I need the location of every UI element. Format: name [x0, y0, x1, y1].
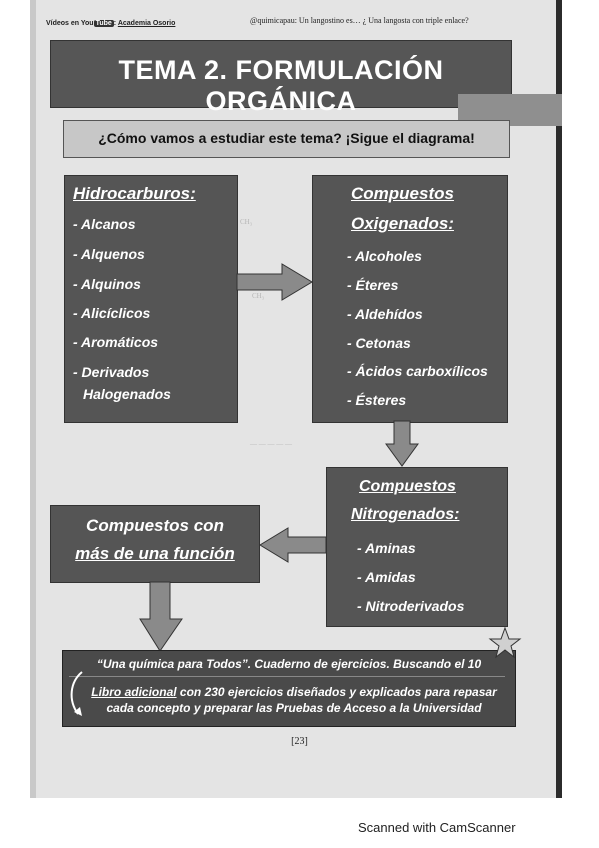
list-item: - Amidas — [357, 569, 416, 585]
scanner-watermark: Scanned with CamScanner — [358, 820, 516, 835]
header-prefix: Vídeos en You — [46, 20, 94, 27]
curved-arrow-icon — [66, 670, 86, 718]
nitrogenados-box — [326, 467, 508, 627]
title-banner — [50, 40, 512, 116]
page-number: [23] — [291, 736, 308, 747]
list-item: - Cetonas — [347, 335, 411, 351]
promo-text: cada concepto y preparar las Pruebas de Acceso a la Universidad — [106, 701, 482, 715]
header-separator: : — [113, 20, 117, 27]
book-promo-banner — [62, 650, 516, 727]
list-item: - Ácidos carboxílicos — [347, 363, 488, 379]
divider — [69, 676, 505, 677]
multifuncion-line-2: más de una función — [75, 544, 235, 563]
list-item: - Éteres — [347, 277, 399, 293]
hidrocarburos-heading: Hidrocarburos: — [73, 184, 196, 203]
list-item: Halogenados — [83, 386, 171, 402]
list-item: - Aromáticos — [73, 334, 159, 350]
subtitle: ¿Cómo vamos a estudiar este tema? ¡Sigue el diagrama! — [98, 130, 475, 146]
arrow-down-icon — [138, 581, 184, 653]
nitrogenados-heading-1: Compuestos — [359, 478, 456, 495]
arrow-down-icon — [384, 420, 420, 468]
list-item: - Ésteres — [347, 392, 407, 408]
list-item: - Nitroderivados — [357, 598, 465, 614]
arrow-left-icon — [258, 526, 328, 564]
bleed-through-text: CH₃ — [252, 292, 265, 300]
subtitle-box — [63, 120, 510, 158]
list-item: - Aldehídos — [347, 306, 423, 322]
oxigenados-heading-2: Oxigenados: — [351, 214, 454, 233]
header-left — [46, 20, 175, 27]
academia-link[interactable]: Academia Osorio — [117, 20, 176, 27]
oxigenados-box — [312, 175, 508, 423]
list-item: - Aminas — [357, 540, 416, 556]
list-item: - Alquinos — [73, 276, 141, 292]
header-right: @quimicapau: Un langostino es… ¿ Una langosta con triple enlace? — [250, 16, 469, 25]
multifuncion-line-1: Compuestos con — [86, 516, 224, 535]
multifuncion-box — [50, 505, 260, 583]
youtube-logo: Tube — [95, 20, 112, 27]
nitrogenados-heading-2: Nitrogenados: — [351, 506, 460, 523]
list-item: - Alicíclicos — [73, 305, 151, 321]
list-item: - Alcoholes — [347, 248, 422, 264]
oxigenados-heading-1: Compuestos — [351, 184, 454, 203]
bleed-through-text: — — — — — — [250, 440, 292, 448]
promo-line-1: “Una química para Todos”. Cuaderno de ejercicios. Buscando el 10 — [96, 657, 482, 671]
list-item: - Alquenos — [73, 246, 145, 262]
arrow-right-icon — [236, 262, 314, 302]
libro-adicional-link[interactable]: Libro adicional — [91, 685, 177, 699]
hidrocarburos-box — [64, 175, 238, 423]
star-icon — [488, 626, 522, 660]
bleed-through-text: CH₃ — [240, 218, 253, 226]
promo-text: con 230 ejercicios diseñados y explicados para repasar — [176, 685, 497, 699]
list-item: - Derivados — [73, 364, 150, 380]
list-item: - Alcanos — [73, 216, 136, 232]
page-title: TEMA 2. FORMULACIÓN ORGÁNICA — [118, 55, 444, 116]
promo-line-2 — [79, 684, 509, 716]
